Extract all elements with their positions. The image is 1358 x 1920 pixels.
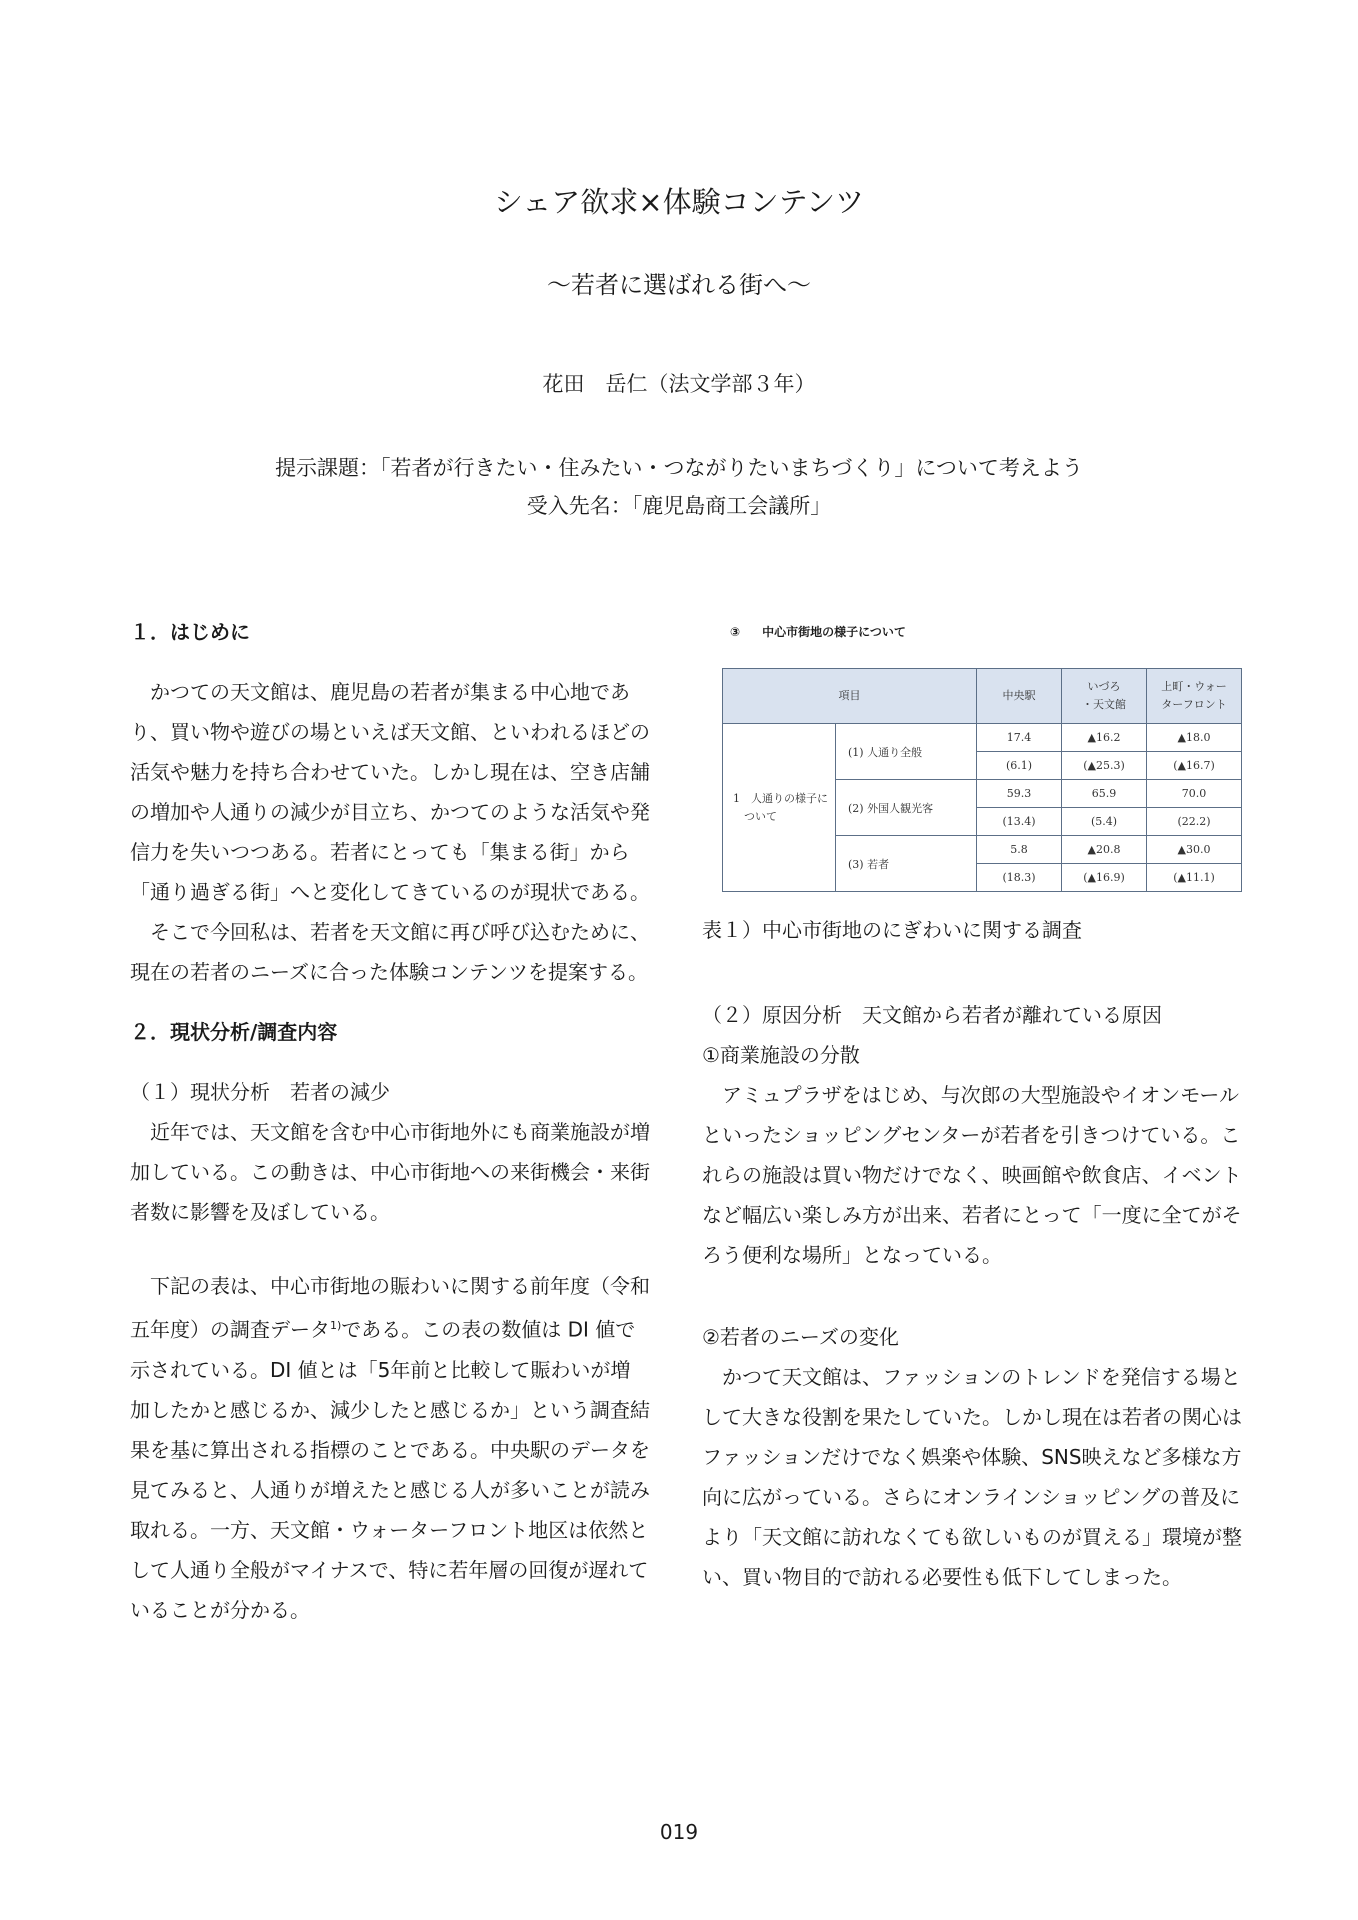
table-cell: (▲11.1) <box>1147 864 1242 892</box>
row-label: (3) 若者 <box>836 836 977 892</box>
paragraph: 近年では、天文館を含む中心市街地外にも商業施設が増加している。この動きは、中心市街地への来街機会・来街者数に影響を及ぼしている。 <box>130 1120 650 1224</box>
section-2-heading: ２．現状分析/調査内容 <box>130 1020 338 1044</box>
header-item: 項目 <box>723 669 977 724</box>
paragraph: かつて天文館は、ファッションのトレンドを発信する場として大きな役割を果たしていた。しかし現在は若者の関心はファッションだけでなく娯楽や体験、SNS映えなど多様な方向に広がっている。さらにオンラインショッピングの普及により「天文館に訪れなくても欲しいものが買える」環境が整い、買い物目的で訪れる必要性も低下してしまった。 <box>702 1365 1242 1589</box>
table-cell: 65.9 <box>1062 780 1147 808</box>
subsection-heading: ②若者のニーズの変化 <box>702 1325 899 1349</box>
table-cell: ▲30.0 <box>1147 836 1242 864</box>
table-cell: (13.4) <box>977 808 1062 836</box>
paragraph: アミュプラザをはじめ、与次郎の大型施設やイオンモールといったショッピングセンターが若者を引きつけている。これらの施設は買い物だけでなく、映画館や飲食店、イベントなど幅広い楽しみ方が出来、若者にとって「一度に全てがそろう便利な場所」となっている。 <box>702 1083 1242 1267</box>
document-title: シェア欲求×体験コンテンツ <box>493 185 865 219</box>
table-cell: ▲18.0 <box>1147 724 1242 752</box>
host-organization: 受入先名：「鹿児島商工会議所」 <box>526 494 832 518</box>
table-header-row <box>723 669 1242 724</box>
table-cell: 17.4 <box>977 724 1062 752</box>
row-label: (2) 外国人観光客 <box>836 780 977 836</box>
right-column <box>702 995 1242 1597</box>
subsection-heading: （１）現状分析 若者の減少 <box>130 1080 390 1104</box>
paragraph: そこで今回私は、若者を天文館に再び呼び込むために、現在の若者のニーズに合った体験コンテンツを提案する。 <box>130 920 650 984</box>
table-cell: (22.2) <box>1147 808 1242 836</box>
table-cell: (18.3) <box>977 864 1062 892</box>
document-subtitle: ～若者に選ばれる街へ～ <box>547 271 811 299</box>
footnote-ref: 1) <box>330 1319 342 1332</box>
table-cell: 5.8 <box>977 836 1062 864</box>
figure-label <box>730 623 928 640</box>
table-row <box>723 724 1242 752</box>
table-cell: ▲20.8 <box>1062 836 1147 864</box>
table-cell: 59.3 <box>977 780 1062 808</box>
text-run: である。この表の数値は DI 値で示されている。DI 値とは「5年前と比較して賑わいが増加したかと感じるか、減少したと感じるか」という調査結果を基に算出される指標のことである。中央駅のデータを見てみると、人通りが増えたと感じる人が多いことが読み取れる。一方、天文館・ウォーターフロント地区は依然として人通り全般がマイナスで、特に若年層の回復が遅れていることが分かる。 <box>130 1317 650 1622</box>
author: 花田 岳仁（法文学部３年） <box>542 372 816 396</box>
text-run: 下記の表は、中心市街地の賑わいに関する前年度（令和五年度）の調査データ <box>130 1274 650 1342</box>
left-column <box>130 612 650 1630</box>
section-1-heading: １．はじめに <box>130 620 250 644</box>
table-cell: (▲16.7) <box>1147 752 1242 780</box>
subsection-heading: ①商業施設の分散 <box>702 1043 860 1067</box>
paragraph <box>130 1266 650 1630</box>
table-cell: (▲16.9) <box>1062 864 1147 892</box>
category-cell: 1 人通りの様子に ついて <box>723 724 836 892</box>
table-cell: (6.1) <box>977 752 1062 780</box>
paragraph: かつての天文館は、鹿児島の若者が集まる中心地であり、買い物や遊びの場といえば天文館、といわれるほどの活気や魅力を持ち合わせていた。しかし現在は、空き店舗の増加や人通りの減少が目立ち、かつてのような活気や発信力を失いつつある。若者にとっても「集まる街」から「通り過ぎる街」へと変化してきているのが現状である。 <box>130 680 650 904</box>
page-number: 019 <box>659 1820 699 1844</box>
header-waterfront: 上町・ウォー ターフロント <box>1147 669 1242 724</box>
table-cell: (▲25.3) <box>1062 752 1147 780</box>
header-chuo: 中央駅 <box>977 669 1062 724</box>
figure-label-text: 中心市街地の様子について <box>762 625 906 639</box>
row-label: (1) 人通り全般 <box>836 724 977 780</box>
table-cell: ▲16.2 <box>1062 724 1147 752</box>
header-tenmonkan: いづろ ・天文館 <box>1062 669 1147 724</box>
table-cell: (5.4) <box>1062 808 1147 836</box>
table-caption: 表１）中心市街地のにぎわいに関する調査 <box>702 918 1082 942</box>
assignment-topic: 提示課題：「若者が行きたい・住みたい・つながりたいまちづくり」について考えよう <box>275 456 1083 480</box>
subsection-heading: （２）原因分析 天文館から若者が離れている原因 <box>702 1003 1162 1027</box>
figure-number: ③ <box>730 625 741 639</box>
table-cell: 70.0 <box>1147 780 1242 808</box>
survey-table <box>722 668 1242 892</box>
